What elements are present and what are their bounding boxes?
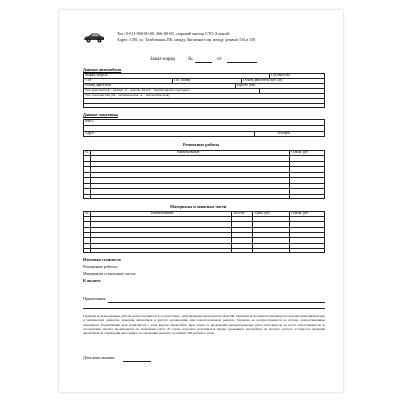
- order-date-field[interactable]: [227, 62, 257, 63]
- order-title: Заказ-наряд: [150, 57, 176, 62]
- materials-col-qty: Кол-во: [234, 211, 245, 215]
- repairs-col-no: №: [85, 150, 89, 154]
- materials-table-row[interactable]: [83, 232, 325, 233]
- materials-col-sum: Сумма, руб: [291, 211, 309, 215]
- repairs-title: Ремонтные работы: [183, 142, 220, 147]
- work-order-document: [59, 10, 343, 392]
- repairs-table-row[interactable]: [83, 183, 325, 184]
- customer-address-label: Адрес: [85, 131, 95, 135]
- repairs-table-row[interactable]: [83, 161, 325, 162]
- car-engine-vol-label: Объем двигателя (куб.см): [243, 78, 283, 82]
- car-section-title: Данные автомобиля: [83, 67, 122, 72]
- car-transmission-label: Тип трансмиссии (М – механическая, А – автоматическая): [85, 93, 170, 97]
- notes-field[interactable]: [108, 302, 325, 303]
- repairs-table-row[interactable]: [83, 172, 325, 173]
- repairs-table-row[interactable]: [83, 177, 325, 178]
- materials-table-row[interactable]: [83, 248, 325, 249]
- car-engine-no-label: Номер двигателя: [85, 83, 111, 87]
- notes-label: Примечания:: [83, 296, 107, 301]
- customer-fio-label: ФИО:: [85, 119, 95, 123]
- materials-table-row[interactable]: [83, 216, 325, 217]
- header-address: Адрес: СПб, ул. Тамбовская 25Е, между Лиговского пр. между домами 154 и 150: [117, 37, 256, 42]
- repairs-col-name: Наименование: [177, 150, 200, 154]
- materials-col-no: №: [85, 211, 89, 215]
- car-engine-type-label: Тип двигателя (Б – бензин, Д – дизель, БТ,ДТ – бензин/дизель турбодиз): [85, 88, 190, 92]
- totals-materials: Материалы и запасные части:: [83, 271, 137, 276]
- header-phone: Тел: 8-911-000-00-00, 366-00-00, старший мастер СТО Алексей: [117, 31, 230, 36]
- car-icon: [83, 30, 105, 41]
- car-reg-label: Гос. номер: [174, 78, 191, 82]
- materials-col-price: Цена, руб: [255, 211, 270, 215]
- completion-date-field[interactable]: [123, 361, 151, 362]
- car-model-label: Марка, модель: [85, 73, 108, 77]
- materials-table-row[interactable]: [83, 243, 325, 244]
- warranty-text: Гарантия на выполненные работы распространяется в соответствии с действующим законодательством РФ. Гарантия исполнителя аннулируется при внесении физических и технических дефектов, передачи автомобиля в другую организацию или самостоятельном ремонте. Гарантия не распространяется на детали, предоставленные заказчиком. Гарантийный срок исчисляется с даты выдачи автомобиля. При отказе от проведения рекомендованных работ исполнитель не несет ответственности за последствия. Оплата производится по окончании работ. В случае неоплаты исполнитель вправе удерживать автомобиль до полного расчета. Стоимость хранения автомобиля на территории автосервиса по окончании ремонта составляет 100 рублей в сутки.: [83, 314, 325, 336]
- materials-table-row[interactable]: [83, 237, 325, 238]
- repairs-table-row[interactable]: [83, 188, 325, 189]
- car-year-label: Год выпуска: [271, 73, 290, 77]
- repairs-table-row[interactable]: [83, 194, 325, 195]
- order-no-label: №: [188, 57, 193, 62]
- order-from-label: от: [217, 57, 222, 62]
- totals-repairs: Ремонтные работы:: [83, 264, 118, 269]
- customer-section-title: Данные заказчика: [83, 112, 119, 117]
- customer-phone-label: Телефон: [277, 131, 291, 135]
- order-no-field[interactable]: [195, 62, 212, 63]
- totals-pay: К оплате:: [83, 278, 102, 283]
- car-vin-label: VIN: [85, 78, 92, 82]
- repairs-table-row[interactable]: [83, 166, 325, 167]
- materials-title: Материалы и запасные части: [170, 204, 227, 209]
- repairs-col-sum: Сумма, руб: [291, 150, 309, 154]
- totals-title: Итоговая стоимость: [83, 257, 122, 262]
- repairs-table-row[interactable]: [83, 155, 325, 156]
- car-mileage-label: Пробег (км): [237, 83, 256, 87]
- materials-table-row[interactable]: [83, 227, 325, 228]
- completion-date-label: Дата выполнения:: [83, 355, 116, 360]
- materials-table-row[interactable]: [83, 221, 325, 222]
- materials-col-name: Наименование: [151, 211, 174, 215]
